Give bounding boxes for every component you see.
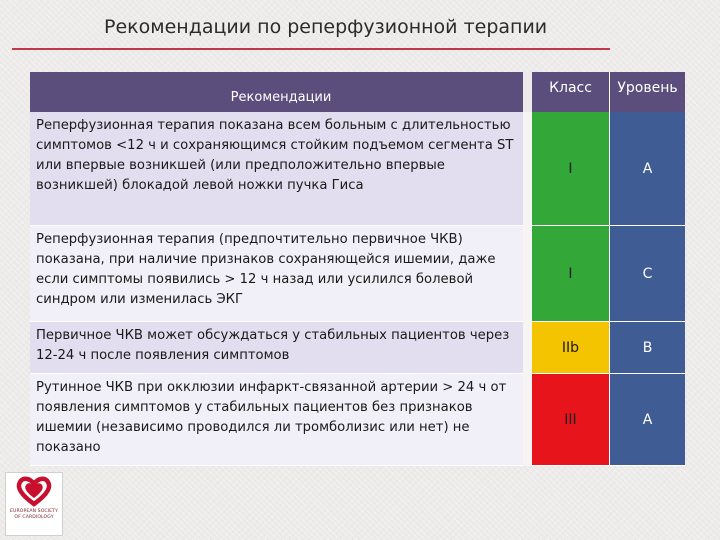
level-cell: B xyxy=(610,322,685,374)
table-row xyxy=(30,374,685,466)
recommendation-text: Рутинное ЧКВ при окклюзии инфаркт-связанной артерии > 24 ч от появления симптомов у стабильных пациентов без признаков ишемии (независимо проводился ли тромболизис или нет) не показано xyxy=(30,374,532,466)
table-header-row xyxy=(30,72,685,112)
class-cell: IIb xyxy=(532,322,610,374)
esc-logo xyxy=(5,472,63,536)
title-divider xyxy=(12,48,610,50)
recommendation-text: Реперфузионная терапия (предпочтительно первичное ЧКВ) показана, при наличие признаков сохраняющейся ишемии, даже если симптомы появились > 12 ч назад или усилился болевой синдром или изменилась ЭКГ xyxy=(30,226,532,322)
level-cell: C xyxy=(610,226,685,322)
row-gap xyxy=(523,112,532,226)
header-level: Уровень xyxy=(610,72,685,112)
level-cell: A xyxy=(610,112,685,226)
page-title: Рекомендации по реперфузионной терапии xyxy=(104,16,548,38)
table-row xyxy=(30,112,685,226)
level-cell: A xyxy=(610,374,685,466)
row-gap xyxy=(523,322,532,374)
class-cell: III xyxy=(532,374,610,466)
table-row xyxy=(30,226,685,322)
header-gap xyxy=(523,72,532,112)
table-row xyxy=(30,322,685,374)
row-gap xyxy=(523,374,532,466)
row-gap xyxy=(523,226,532,322)
recommendations-table xyxy=(30,72,685,466)
recommendation-text: Первичное ЧКВ может обсуждаться у стабильных пациентов через 12-24 ч после появления симптомов xyxy=(30,322,532,374)
recommendation-text: Реперфузионная терапия показана всем больным с длительностью симптомов <12 ч и сохраняющимся стойким подъемом сегмента ST или впервые возникшей (или предположительно впервые возникшей) блокадой левой ножки пучка Гиса xyxy=(30,112,532,226)
logo-text: EUROPEAN SOCIETY OF CARDIOLOGY xyxy=(10,509,58,520)
header-recommendations: Рекомендации xyxy=(30,72,532,112)
header-class: Класс xyxy=(532,72,610,112)
heart-icon xyxy=(6,473,62,509)
class-cell: I xyxy=(532,112,610,226)
class-cell: I xyxy=(532,226,610,322)
